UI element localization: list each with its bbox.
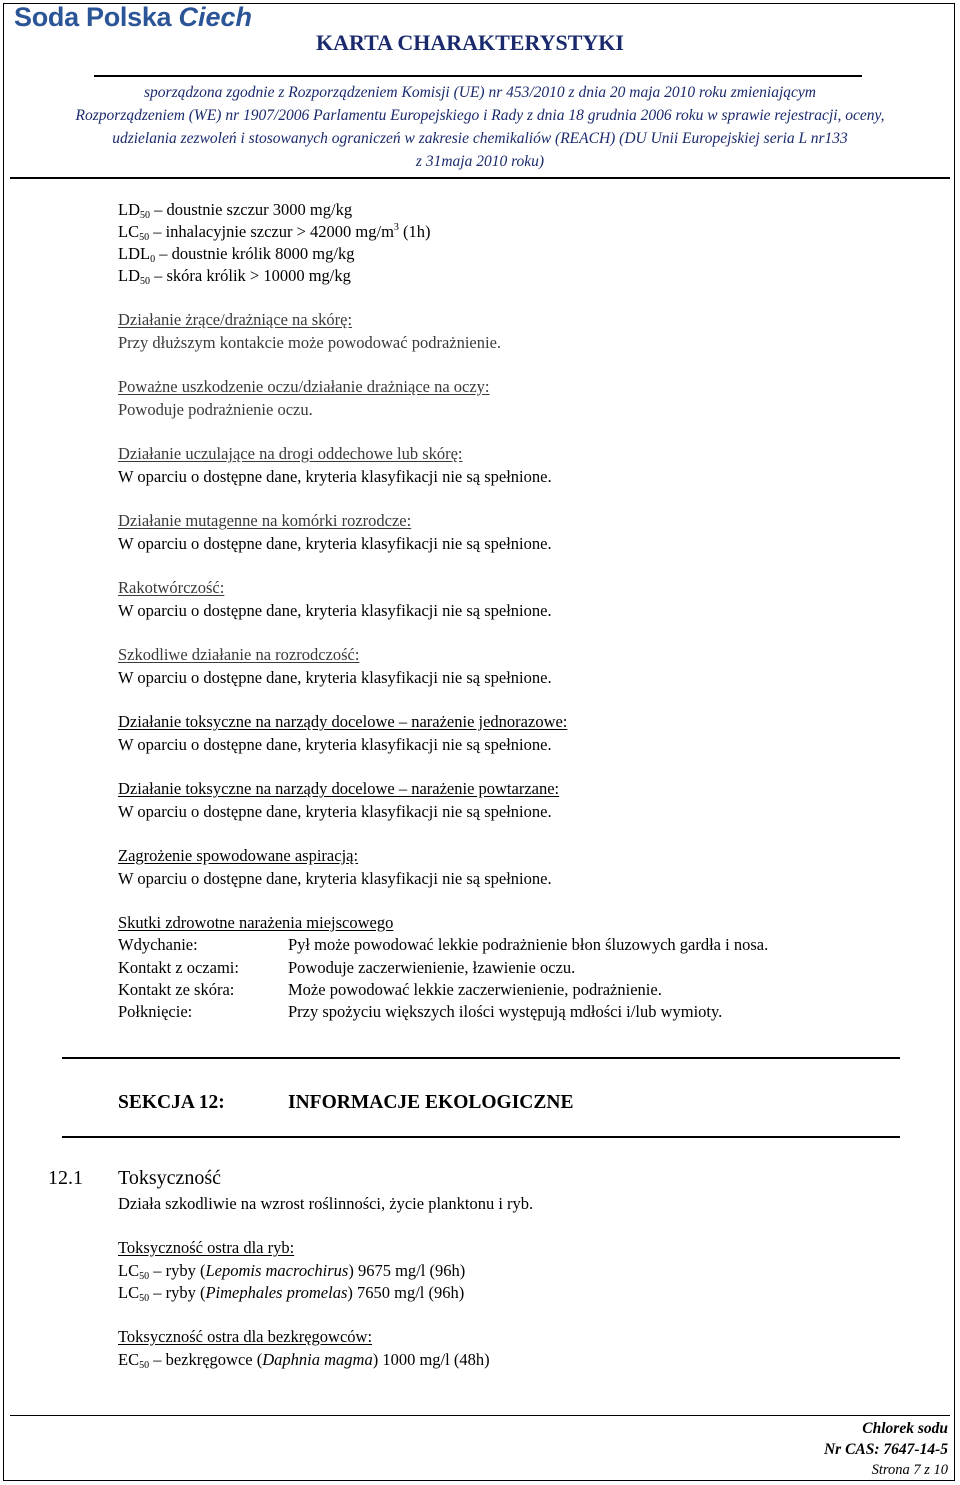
- effect-text: W oparciu o dostępne dane, kryteria klasyfikacji nie są spełnione.: [118, 869, 552, 888]
- fish-toxicity-row: $LC_{50}$ – ryby (Lepomis macrochirus) 9675 mg/l (96h): [118, 1261, 466, 1282]
- effect-heading: Działanie uczulające na drogi oddechowe lub skórę:: [118, 444, 463, 463]
- effect-text: Powoduje podrażnienie oczu.: [118, 400, 313, 419]
- tox-value-row: $LDL_0$ – doustnie królik 8000 mg/kg: [118, 244, 355, 265]
- effect-text: W oparciu o dostępne dane, kryteria klasyfikacji nie są spełnione.: [118, 601, 552, 620]
- subsection-intro: Działa szkodliwie na wzrost roślinności, życie planktonu i ryb.: [118, 1194, 534, 1213]
- logo-text: Soda Polska: [14, 2, 172, 32]
- footer-cas: Nr CAS: 7647-14-5: [823, 1441, 948, 1458]
- effect-text: W oparciu o dostępne dane, kryteria klasyfikacji nie są spełnione.: [118, 534, 552, 553]
- local-effect-value: Przy spożyciu większych ilości występują mdłości i/lub wymioty.: [288, 1002, 723, 1021]
- subsection-number: 12.1: [48, 1167, 83, 1189]
- effect-heading: Działanie żrące/drażniące na skórę:: [118, 310, 353, 329]
- header-rule: [94, 75, 862, 77]
- effect-text: W oparciu o dostępne dane, kryteria klasyfikacji nie są spełnione.: [118, 668, 552, 687]
- effect-text: W oparciu o dostępne dane, kryteria klasyfikacji nie są spełnione.: [118, 467, 552, 486]
- effect-heading: Szkodliwe działanie na rozrodczość:: [118, 645, 360, 664]
- effect-text: W oparciu o dostępne dane, kryteria klasyfikacji nie są spełnione.: [118, 735, 552, 754]
- regulation-line-3: udzielania zezwoleń i stosowanych ograniczeń w zakresie chemikaliów (REACH) (DU Unii Europejskiej seria L nr133: [112, 130, 848, 147]
- section-rule-bottom: [62, 1136, 900, 1138]
- fish-toxicity-heading: Toksyczność ostra dla ryb:: [118, 1238, 295, 1257]
- local-effect-value: Może powodować lekkie zaczerwienienie, podrażnienie.: [288, 980, 662, 999]
- section-rule-top: [62, 1057, 900, 1059]
- footer-page-number: Strona 7 z 10: [871, 1462, 948, 1478]
- local-effect-label: Wdychanie:: [118, 935, 198, 954]
- local-effect-label: Kontakt ze skóra:: [118, 980, 235, 999]
- tox-value-row: $LC_{50}$ – inhalacyjnie szczur > 42000 $mg/m^3$ (1h): [118, 222, 431, 243]
- regulation-line-2: Rozporządzeniem (WE) nr 1907/2006 Parlamentu Europejskiego i Rady z dnia 18 grudnia 2006 roku w sprawie rejestracji, oceny,: [75, 107, 885, 124]
- local-effects-heading: Skutki zdrowotne narażenia miejscowego: [118, 913, 394, 932]
- effect-heading: Działanie toksyczne na narządy docelowe – narażenie powtarzane:: [118, 779, 560, 798]
- header-separator: [10, 177, 950, 179]
- effect-text: W oparciu o dostępne dane, kryteria klasyfikacji nie są spełnione.: [118, 802, 552, 821]
- section-number: SEKCJA 12:: [118, 1092, 225, 1113]
- local-effect-label: Kontakt z oczami:: [118, 958, 239, 977]
- effect-heading: Działanie mutagenne na komórki rozrodcze:: [118, 511, 412, 530]
- regulation-line-4: z 31maja 2010 roku): [415, 153, 545, 170]
- local-effect-value: Powoduje zaczerwienienie, łzawienie oczu.: [288, 958, 576, 977]
- company-logo: [14, 2, 252, 33]
- tox-value-row: $LD_{50}$ – doustnie szczur 3000 mg/kg: [118, 200, 353, 221]
- footer-rule: [10, 1415, 950, 1416]
- subsection-title: Toksyczność: [118, 1167, 222, 1189]
- tox-value-row: $LD_{50}$ – skóra królik > 10000 mg/kg: [118, 266, 351, 287]
- invertebrate-toxicity-heading: Toksyczność ostra dla bezkręgowców:: [118, 1327, 373, 1346]
- effect-text: Przy dłuższym kontakcie może powodować podrażnienie.: [118, 333, 502, 352]
- document-title: KARTA CHARAKTERYSTYKI: [316, 30, 624, 55]
- section-title: INFORMACJE EKOLOGICZNE: [288, 1092, 574, 1113]
- local-effect-value: Pył może powodować lekkie podrażnienie błon śluzowych gardła i nosa.: [288, 935, 769, 954]
- fish-toxicity-row: $LC_{50}$ – ryby (Pimephales promelas) 7650 mg/l (96h): [118, 1283, 465, 1304]
- logo-brand: Ciech: [178, 2, 252, 32]
- effect-heading: Zagrożenie spowodowane aspiracją:: [118, 846, 359, 865]
- effect-heading: Działanie toksyczne na narządy docelowe – narażenie jednorazowe:: [118, 712, 568, 731]
- local-effect-label: Połknięcie:: [118, 1002, 193, 1021]
- footer-product: Chlorek sodu: [862, 1420, 948, 1437]
- invertebrate-toxicity-row: $EC_{50}$ – bezkręgowce (Daphnia magma) 1000 mg/l (48h): [118, 1350, 490, 1371]
- effect-heading: Rakotwórczość:: [118, 578, 225, 597]
- effect-heading: Poważne uszkodzenie oczu/działanie drażniące na oczy:: [118, 377, 490, 396]
- regulation-line-1: sporządzona zgodnie z Rozporządzeniem Komisji (UE) nr 453/2010 z dnia 20 maja 2010 roku zmieniającym: [144, 84, 816, 101]
